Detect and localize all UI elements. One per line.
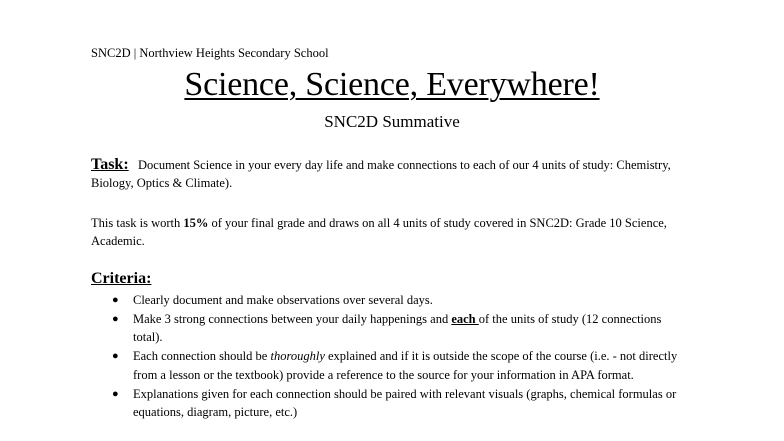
criteria-item-text: Clearly document and make observations over several days. bbox=[133, 293, 433, 307]
list-item bbox=[91, 291, 691, 310]
task-label: Task: bbox=[91, 156, 129, 173]
criteria-item-emphasis: each bbox=[451, 311, 479, 326]
grade-weight-text-before: This task is worth bbox=[91, 216, 184, 230]
page-subtitle: SNC2D Summative bbox=[324, 112, 460, 131]
task-text: Document Science in your every day life and make connections to each of our 4 units of study: Chemistry, Biology, Optics & Climate). bbox=[91, 158, 671, 190]
grade-weight-percent: 15% bbox=[183, 216, 209, 230]
criteria-list bbox=[91, 291, 691, 422]
task-paragraph bbox=[91, 156, 691, 192]
criteria-heading: Criteria: bbox=[91, 270, 152, 287]
criteria-item-text: Explanations given for each connection should be paired with relevant visuals (graphs, chemical formulas or equations, diagram, picture, etc.) bbox=[133, 386, 677, 420]
list-item bbox=[91, 347, 691, 384]
list-item bbox=[91, 385, 691, 422]
criteria-item-text-before: Make 3 strong connections between your daily happenings and bbox=[133, 311, 452, 326]
criteria-item-emphasis: thoroughly bbox=[270, 349, 325, 364]
bullet-icon: ● bbox=[112, 350, 119, 363]
list-item bbox=[91, 310, 691, 347]
criteria-item-text-after: of the units of study (12 connections total). bbox=[133, 311, 662, 345]
bullet-icon: ● bbox=[112, 312, 119, 325]
criteria-item-text-after: explained and if it is outside the scope of the course (i.e. - not directly from a lesson or the textbook) provide a reference to the source for your information in APA format. bbox=[133, 349, 678, 382]
page-title: Science, Science, Everywhere! bbox=[184, 66, 600, 103]
grade-weight-text-after: of your final grade and draws on all 4 units of study covered in SNC2D: Grade 10 Science, Academic. bbox=[91, 216, 667, 248]
grade-weight-paragraph bbox=[91, 214, 691, 250]
bullet-icon: ● bbox=[112, 294, 119, 306]
criteria-item-text-before: Each connection should be bbox=[133, 349, 271, 364]
bullet-icon: ● bbox=[112, 387, 119, 400]
course-school-line: SNC2D | Northview Heights Secondary School bbox=[91, 46, 329, 60]
